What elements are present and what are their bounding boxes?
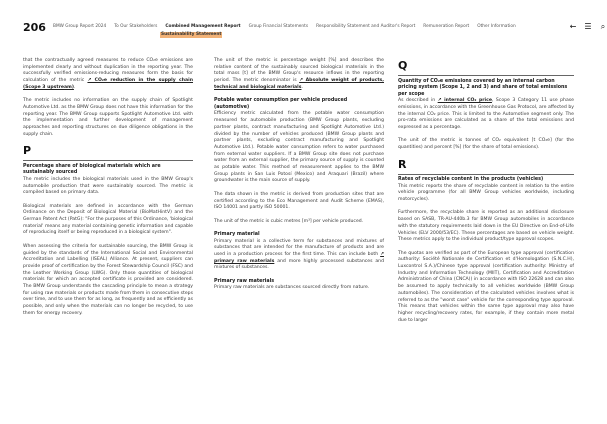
nav-group-financial-statements[interactable]: Group Financial Statements xyxy=(248,24,309,29)
heading-biological-materials: Percentage share of biological materials which are sustainably sourced xyxy=(23,163,161,176)
section-letter-p: P xyxy=(23,144,32,158)
column-right xyxy=(398,58,574,331)
search-icon[interactable]: ⌕ xyxy=(600,22,606,31)
paragraph: The metric includes the biological materials used in the BMW Group's automobile production that were sustainably sourced. The metric is compiled based on primary data. xyxy=(23,176,193,196)
heading-primary-material: Primary material xyxy=(214,232,260,237)
paragraph: The unit of the metric is tonnes of CO₂ equivalent [t CO₂e] (for the quantities) and percent [%] (for the share of total emissions). xyxy=(398,138,574,151)
section-letter-r: R xyxy=(398,157,407,171)
page-header xyxy=(0,0,606,45)
primary-raw-materials-link[interactable]: ↗ primary raw materials xyxy=(214,252,384,264)
paragraph: Efficiency metric calculated from the potable water consumption measured for automobile production (BMW Group plants, excluding partner plants, contract manufacturing and Spotlight Automotive Ltd.) divided by the number of vehicles produced (BMW Group plants and partner plants, excluding contract manufacturing and Spotlight Automotive Ltd.). Potable water consumption refers to water purchased from external water suppliers. If a BMW Group site does not purchase water from an external supplier, the primary source of supply is counted as potable water. This method of measurement applies to the BMW Group plants in San Luis Potosí (Mexico) and Araquari (Brazil) where groundwater is the main source of supply. xyxy=(214,111,384,184)
divider xyxy=(23,160,193,161)
nav-combined-management-report[interactable]: Combined Management Report xyxy=(165,24,241,29)
paragraph: This metric reports the share of recyclable content in relation to the entire vehicle programme (for all BMW Group vehicles worldwide, including motorcycles). xyxy=(398,183,574,203)
paragraph: that the contractually agreed measures to reduce CO₂e emissions are implemented clearly and without duplication in the reporting year. The successfully verified emissions-reducing measures form the basis for calculation of the metric ↗ CO₂e reduction in the supply chain (Scope 3 upstream). xyxy=(23,58,193,90)
top-nav xyxy=(53,24,524,30)
divider xyxy=(398,75,574,76)
nav-to-our-stakeholders[interactable]: To Our Stakeholders xyxy=(114,24,158,29)
header-icons xyxy=(569,22,607,31)
paragraph: The metric includes no information on the supply chain of Spotlight Automotive Ltd. as the BMW Group does not have this information for the reporting year. The BMW Group supports Spotlight Automotive Ltd. with the implementation and further development of management approaches and reporting structures on due diligence obligations in the supply chain. xyxy=(23,98,193,137)
co2e-reduction-link[interactable]: ↗ CO₂e reduction in the supply chain (Scope 3 upstream) xyxy=(23,78,193,90)
paragraph: Primary material is a collective term for substances and mixtures of substances that are intended for the manufacture of products and are used in a production process for the first time. This can include both ↗ primary raw materials and more highly processed substances and mixtures of substances. xyxy=(214,238,384,271)
page-number: 206 xyxy=(23,21,46,34)
nav-bmw-group-report[interactable]: BMW Group Report 2024 xyxy=(53,24,107,29)
column-left xyxy=(23,58,193,324)
column-middle xyxy=(214,58,384,299)
paragraph: The data shown in the metric is derived from production sites that are certified according to the Eco Management and Audit Scheme (EMAS), ISO 14001 and partly ISO 50001. xyxy=(214,191,384,211)
back-arrow-icon[interactable]: ← xyxy=(569,22,577,31)
section-letter-q: Q xyxy=(398,59,408,72)
internal-co2-price-link[interactable]: ↗ internal CO₂ price xyxy=(437,98,492,104)
nav-sustainability-statement[interactable]: Sustainability Statement xyxy=(161,32,222,37)
menu-icon[interactable]: ☰ xyxy=(584,22,592,31)
heading-potable-water: Potable water consumption per vehicle produced (automotive) xyxy=(214,98,348,110)
nav-other-information[interactable]: Other Information xyxy=(477,24,516,29)
paragraph: Furthermore, the recyclable share is reported as an additional disclosure based on SASB, TR-AU-440b.3 for BMW Group automobiles in accordance with the statutory requirements laid down in the EU Directive on End-of-Life Vehicles (ELV 2000/53/EC). These percentages are based on vehicle weight. These metrics apply to the individual product/type approval scopes. xyxy=(398,210,574,243)
heading-recyclable-content: Rates of recyclable content in the products (vehicles) xyxy=(398,177,544,183)
absolute-weight-link[interactable]: ↗ Absolute weight of products, technical and biological materials xyxy=(214,78,384,90)
paragraph: Primary raw materials are substances sourced directly from nature. xyxy=(214,285,370,291)
paragraph: The unit of the metric is cubic metres [m³] per vehicle produced. xyxy=(214,218,364,224)
divider xyxy=(398,174,574,175)
paragraph: The unit of the metric is percentage weight [%] and describes the relative content of the sustainably sourced biological materials in the total mass [t] of the BMW Group's resource inflows in the reporting period. The metric denominator is ↗ Absolute weight of products, technical and biological materials. xyxy=(214,58,384,90)
heading-co2e-internal-carbon-pricing: Quantity of CO₂e emissions covered by an internal carbon pricing system (Scope 1, 2 and 3) and share of total emissions per scope xyxy=(398,78,568,97)
nav-responsibility-statement[interactable]: Responsibility Statement and Auditor's Report xyxy=(316,24,416,29)
paragraph: When assessing the criteria for sustainable sourcing, the BMW Group is guided by the standards of the International Social and Environmental Accreditation and Labelling (ISEAL) Alliance. At present, suppliers can provide proof of certification by the Forest Stewardship Council (FSC) and the Leather Working Group (LWG). Only those quantities of biological materials for which an accepted certificate is provided are considered. The BMW Group understands the cascading principle to mean a strategy for using raw materials or products made from them in consecutive steps over time, and to use them for as long, as frequently and as efficiently as possible, and only when the materials can no longer be recycled, to use them for energy recovery. xyxy=(23,243,193,316)
nav-remuneration-report[interactable]: Remuneration Report xyxy=(423,24,470,29)
paragraph: As described in ↗ internal CO₂ price, Scope 3 Category 11 use phase emissions, in accordance with the Greenhouse Gas Protocol, are affected by the internal CO₂ price. This is limited to the Automotive segment only. The pro-rata emissions are calculated as a share of the total emissions and expressed as a percentage. xyxy=(398,98,574,131)
paragraph: Biological materials are defined in accordance with the German Ordinance on the Deposit of Biological Material (BioMatHintV) and the German Patent Act (PatG): "For the purposes of this Ordinance, 'biological material' means any material containing genetic information and capable of reproducing itself or being reproduced in a biological system". xyxy=(23,203,193,236)
paragraph: The quotas are verified as part of the European type approval (certification authority: Société Nationale de Certification et d'Homologation (S.N.C.H), Luxcontrol S.A.)/Chinese type approval (certification authority: Ministry of Industry and Information Technology (MIIT), Certification and Accreditation Administration of China (CNCA)) in accordance with ISO 22628 and can also be assumed to apply technically to all vehicles worldwide (BMW Group automobiles). The consideration of the calculated vehicles involves what is referred to as the "worst case" vehicle for the corresponding type approval. This means that vehicles within the same type approval may also have higher recycling/recovery rates, for example, if they contain more metal due to larger xyxy=(398,250,574,323)
heading-primary-raw-materials: Primary raw materials xyxy=(214,278,275,284)
